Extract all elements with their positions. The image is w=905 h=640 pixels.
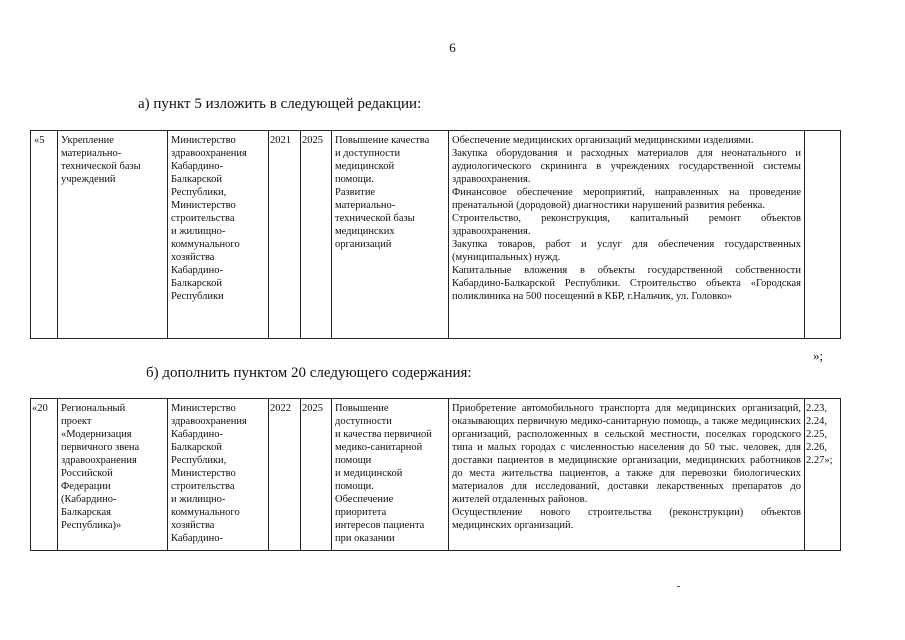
name-line: Региональный — [61, 403, 126, 414]
end-year: 2025 — [302, 135, 323, 146]
executor-line: здравоохранения — [171, 148, 247, 159]
name-line: первичного звена — [61, 442, 140, 453]
executor-line: Балкарской — [171, 278, 222, 289]
table-row — [31, 399, 841, 551]
section-a-title: а) пункт 5 изложить в следующей редакции: — [138, 96, 422, 112]
result-line: интересов пациента — [335, 520, 425, 531]
executor-line: Балкарской — [171, 442, 222, 453]
name-line: Республика)» — [61, 520, 122, 531]
result-line: помощи. — [335, 481, 374, 492]
name-line: учреждений — [61, 174, 116, 185]
result-line: медико-санитарной — [335, 442, 423, 453]
result-line: доступности — [335, 416, 392, 427]
page-number: 6 — [449, 40, 456, 55]
content-paragraph: Капитальные вложения в объекты государственной собственности Кабардино-Балкарской Республики. Строительство объекта «Городская поликлиника на 500 посещений в КБР, г.Нальчик, ул. Головко» — [452, 265, 801, 302]
executor-line: Республики, — [171, 187, 227, 198]
section-b-title: б) дополнить пунктом 20 следующего содержания: — [146, 365, 472, 381]
executor-line: Министерство — [171, 403, 236, 414]
scan-artifact — [677, 586, 680, 587]
item-number-cell — [31, 399, 58, 551]
executor-line: Министерство — [171, 135, 236, 146]
result-line: и доступности — [335, 148, 401, 159]
executor-line: Кабардино- — [171, 265, 223, 276]
executor-line: здравоохранения — [171, 416, 247, 427]
executor-line: и жилищно- — [171, 226, 226, 237]
result-line: Обеспечение — [335, 494, 394, 505]
result-cell — [332, 399, 449, 551]
start-year: 2021 — [270, 135, 291, 146]
end-year: 2025 — [302, 403, 323, 414]
content-paragraph: Строительство, реконструкция, капитальный ремонт объектов здравоохранения. — [452, 213, 801, 237]
result-cell — [332, 131, 449, 339]
result-line: медицинской — [335, 161, 395, 172]
name-line: Балкарская — [61, 507, 111, 518]
indicator-ref: 2.25, — [806, 429, 827, 440]
content-paragraph: Обеспечение медицинских организаций медицинскими изделиями. — [452, 135, 754, 146]
content-paragraph: Финансовое обеспечение мероприятий, направленных на проведение пренатальной (дородовой) диагностики нарушений развития ребенка. — [452, 187, 801, 211]
result-line: Повышение — [335, 403, 389, 414]
result-line: Повышение качества — [335, 135, 430, 146]
name-line: технической базы — [61, 161, 141, 172]
result-line: организаций — [335, 239, 392, 250]
result-line: при оказании — [335, 533, 395, 544]
result-line: материально- — [335, 200, 396, 211]
indicator-ref: 2.26, — [806, 442, 827, 453]
executor-line: Республики, — [171, 455, 227, 466]
end-year-cell — [301, 131, 332, 339]
executor-line: Балкарской — [171, 174, 222, 185]
executor-line: строительства — [171, 213, 235, 224]
result-line: и качества первичной — [335, 429, 432, 440]
closing-quote: »; — [813, 348, 824, 363]
indicators-cell — [805, 131, 841, 339]
executor-line: хозяйства — [171, 252, 215, 263]
executor-line: коммунального — [171, 507, 240, 518]
name-line: (Кабардино- — [61, 494, 117, 505]
executors-cell — [168, 131, 269, 339]
table-item-20 — [30, 398, 841, 551]
end-year-cell — [301, 399, 332, 551]
executor-line: Кабардино- — [171, 161, 223, 172]
item-number: «5 — [34, 135, 45, 146]
table-item-5 — [30, 130, 841, 339]
name-line: Российской — [61, 468, 113, 479]
result-line: помощи — [335, 455, 372, 466]
content-paragraph: Закупка оборудования и расходных материалов для неонатального и аудиологического скрининга в учреждениях государственной системы здравоохранения. — [452, 148, 801, 185]
name-line: Федерации — [61, 481, 111, 492]
content-cell — [449, 131, 805, 339]
name-line: «Модернизация — [61, 429, 132, 440]
indicator-ref: 2.24, — [806, 416, 827, 427]
content-cell — [449, 399, 805, 551]
executor-line: Министерство — [171, 468, 236, 479]
table-row — [31, 131, 841, 339]
result-line: приоритета — [335, 507, 387, 518]
executor-line: коммунального — [171, 239, 240, 250]
item-number: «20 — [32, 403, 48, 414]
result-line: медицинских — [335, 226, 395, 237]
executor-line: Кабардино- — [171, 533, 223, 544]
start-year-cell — [269, 131, 301, 339]
result-line: помощи. — [335, 174, 374, 185]
result-line: технической базы — [335, 213, 415, 224]
name-line: Укрепление — [61, 135, 114, 146]
result-line: и медицинской — [335, 468, 403, 479]
executor-line: Министерство — [171, 200, 236, 211]
result-line: Развитие — [335, 187, 376, 198]
indicators-cell — [805, 399, 841, 551]
indicator-ref: 2.27»; — [806, 455, 833, 466]
name-line: здравоохранения — [61, 455, 137, 466]
name-line: проект — [61, 416, 92, 427]
name-line: материально- — [61, 148, 122, 159]
start-year: 2022 — [270, 403, 291, 414]
executor-line: и жилищно- — [171, 494, 226, 505]
executors-cell — [168, 399, 269, 551]
item-number-cell — [31, 131, 58, 339]
executor-line: хозяйства — [171, 520, 215, 531]
executor-line: Республики — [171, 291, 224, 302]
executor-line: Кабардино- — [171, 429, 223, 440]
indicator-ref: 2.23, — [806, 403, 827, 414]
content-paragraph: Закупка товаров, работ и услуг для обеспечения государственных (муниципальных) нужд. — [452, 239, 801, 263]
content-paragraph: Осуществление нового строительства (реконструкции) объектов медицинских организаций. — [452, 507, 801, 531]
content-paragraph: Приобретение автомобильного транспорта для медицинских организаций, оказывающих первичную медико-санитарную помощь, а также медицинских организаций, расположенных в сельской местности, поселках городского типа и малых городах с численностью населения до 50 тыс. человек, для доставки пациентов в медицинские организации, медицинских работников до места жительства пациентов, а также для перевозки биологических материалов для исследований, доставки лекарственных препаратов до жителей отдаленных районов. — [452, 403, 801, 505]
start-year-cell — [269, 399, 301, 551]
name-cell — [58, 399, 168, 551]
executor-line: строительства — [171, 481, 235, 492]
name-cell — [58, 131, 168, 339]
